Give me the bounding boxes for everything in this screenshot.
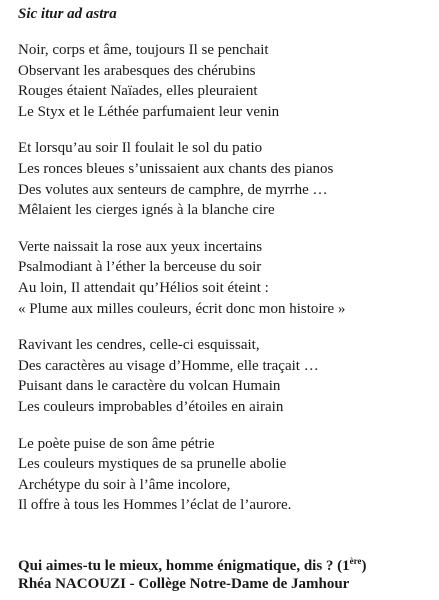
question-close: ) (361, 558, 367, 574)
poem-line: Rouges étaient Naïades, elles pleuraient (18, 83, 258, 100)
grade-superscript: ère (349, 556, 362, 566)
poem-line: Des volutes aux senteurs de camphre, de myrrhe … (18, 181, 328, 198)
poem-line: Les couleurs improbables d’étoiles en airain (18, 398, 284, 415)
poem-line: Les couleurs mystiques de sa prunelle abolie (18, 456, 287, 473)
poem-line: Les ronces bleues s’unissaient aux chants des pianos (18, 160, 334, 177)
poem-line: Le poète puise de son âme pétrie (18, 435, 215, 452)
poem-line: Noir, corps et âme, toujours Il se penchait (18, 42, 269, 58)
poem-line: Il offre à tous les Hommes l’éclat de l’aurore. (18, 497, 292, 514)
stanza-3 (18, 237, 433, 319)
stanza-1 (18, 40, 433, 122)
poem-title: Sic itur ad astra (18, 6, 117, 22)
stanza-2 (18, 138, 433, 220)
poem-line: Verte naissait la rose aux yeux incertains (18, 238, 263, 255)
poem-line: Le Styx et le Léthée parfumaient leur venin (18, 103, 280, 120)
poem-line: Ravivant les cendres, celle-ci esquissait, (18, 337, 260, 354)
poem-line: Psalmodiant à l’éther la berceuse du soir (18, 259, 262, 276)
poem-line: « Plume aux milles couleurs, écrit donc mon histoire » (18, 300, 346, 317)
poem-line: Mêlaient les cierges ignés à la blanche cire (18, 202, 275, 219)
poem-line: Au loin, Il attendait qu’Hélios soit éteint : (18, 279, 269, 296)
poem-line: Et lorsqu’au soir Il foulait le sol du patio (18, 140, 263, 157)
stanza-5 (18, 434, 433, 516)
poem-line: Puisant dans le caractère du volcan Humain (18, 378, 281, 395)
stanza-4 (18, 335, 433, 417)
footer-author: Rhéa NACOUZI - Collège Notre-Dame de Jamhour (18, 576, 350, 592)
poem-line: Observant les arabesques des chérubins (18, 62, 256, 79)
poem-line: Archétype du soir à l’âme incolore, (18, 476, 231, 493)
question-text: Qui aimes-tu le mieux, homme énigmatique, dis ? (1 (18, 558, 350, 574)
footer-question (18, 552, 433, 575)
poem-page (18, 6, 433, 532)
poem-line: Des caractères au visage d’Homme, elle traçait … (18, 357, 319, 374)
poem-footer (18, 552, 433, 593)
